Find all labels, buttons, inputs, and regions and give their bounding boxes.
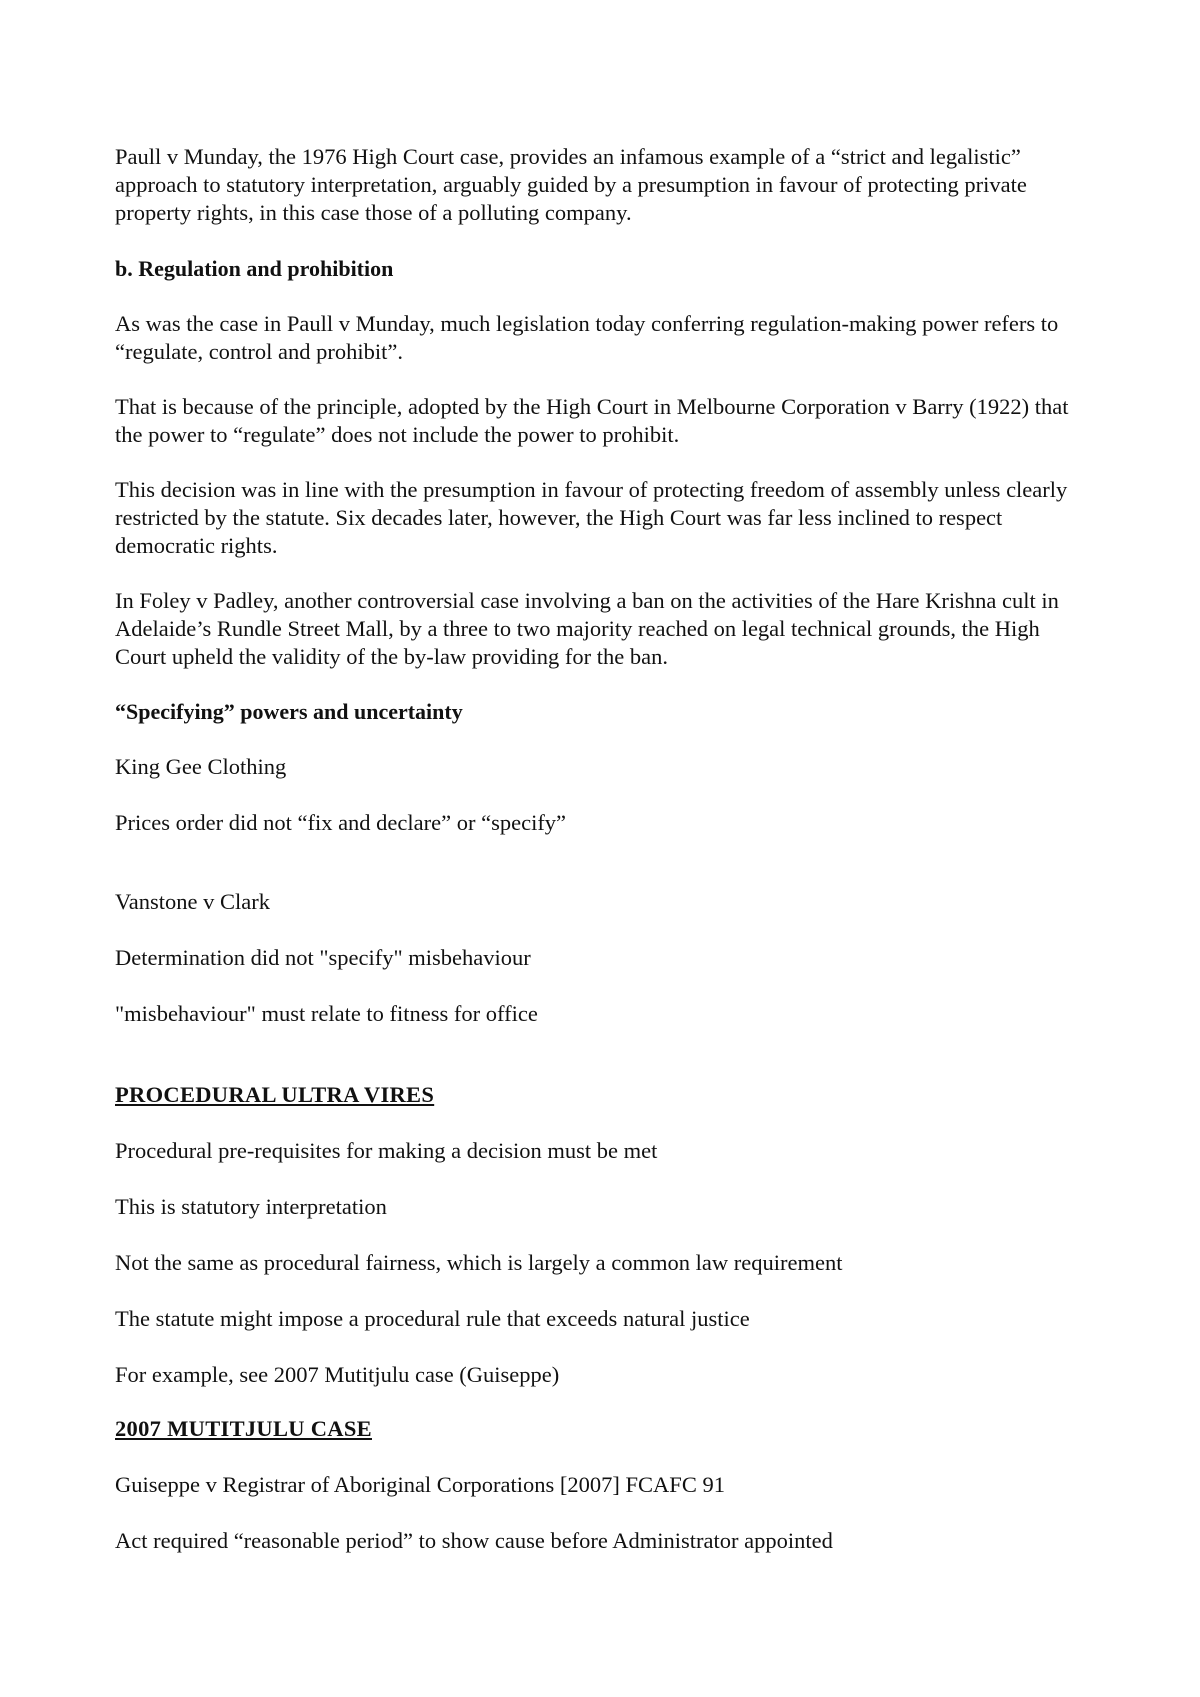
paragraph-regulation-1: As was the case in Paull v Munday, much legislation today conferring regulation-making power refers to “regulate, control and prohibit”. — [115, 311, 1059, 364]
procedural-line-2: This is statutory interpretation — [115, 1194, 387, 1219]
procedural-line-1: Procedural pre-requisites for making a decision must be met — [115, 1138, 658, 1163]
document-body — [115, 143, 1090, 1583]
paragraph-regulation-3: This decision was in line with the presumption in favour of protecting freedom of assembly unless clearly restricted by the statute. Six decades later, however, the High Court was far less inclined to respect democratic rights. — [115, 477, 1068, 558]
section-heading-regulation: b. Regulation and prohibition — [115, 256, 394, 281]
procedural-line-4: The statute might impose a procedural rule that exceeds natural justice — [115, 1306, 750, 1331]
procedural-line-3: Not the same as procedural fairness, which is largely a common law requirement — [115, 1250, 843, 1275]
specifying-line-5: "misbehaviour" must relate to fitness for office — [115, 1001, 538, 1026]
specifying-line-1: King Gee Clothing — [115, 754, 287, 779]
procedural-line-5: For example, see 2007 Mutitjulu case (Guiseppe) — [115, 1362, 560, 1387]
section-title-mutitjulu-case: 2007 MUTITJULU CASE — [115, 1416, 372, 1441]
section-title-procedural-ultra-vires: PROCEDURAL ULTRA VIRES — [115, 1082, 435, 1107]
mutitjulu-line-1: Guiseppe v Registrar of Aboriginal Corporations [2007] FCAFC 91 — [115, 1472, 725, 1497]
paragraph-regulation-2: That is because of the principle, adopted by the High Court in Melbourne Corporation v Barry (1922) that the power to “regulate” does not include the power to prohibit. — [115, 394, 1069, 447]
specifying-line-3: Vanstone v Clark — [115, 889, 270, 914]
specifying-line-4: Determination did not "specify" misbehaviour — [115, 945, 531, 970]
specifying-line-2: Prices order did not “fix and declare” or “specify” — [115, 810, 567, 835]
intro-paragraph: Paull v Munday, the 1976 High Court case, provides an infamous example of a “strict and legalistic” approach to statutory interpretation, arguably guided by a presumption in favour of protecting private property rights, in this case those of a polluting company. — [115, 144, 1027, 225]
paragraph-regulation-4: In Foley v Padley, another controversial case involving a ban on the activities of the Hare Krishna cult in Adelaide’s Rundle Street Mall, by a three to two majority reached on legal technical grounds, the High Court upheld the validity of the by-law providing for the ban. — [115, 588, 1059, 669]
section-heading-specifying: “Specifying” powers and uncertainty — [115, 699, 463, 724]
mutitjulu-line-2: Act required “reasonable period” to show cause before Administrator appointed — [115, 1528, 833, 1553]
